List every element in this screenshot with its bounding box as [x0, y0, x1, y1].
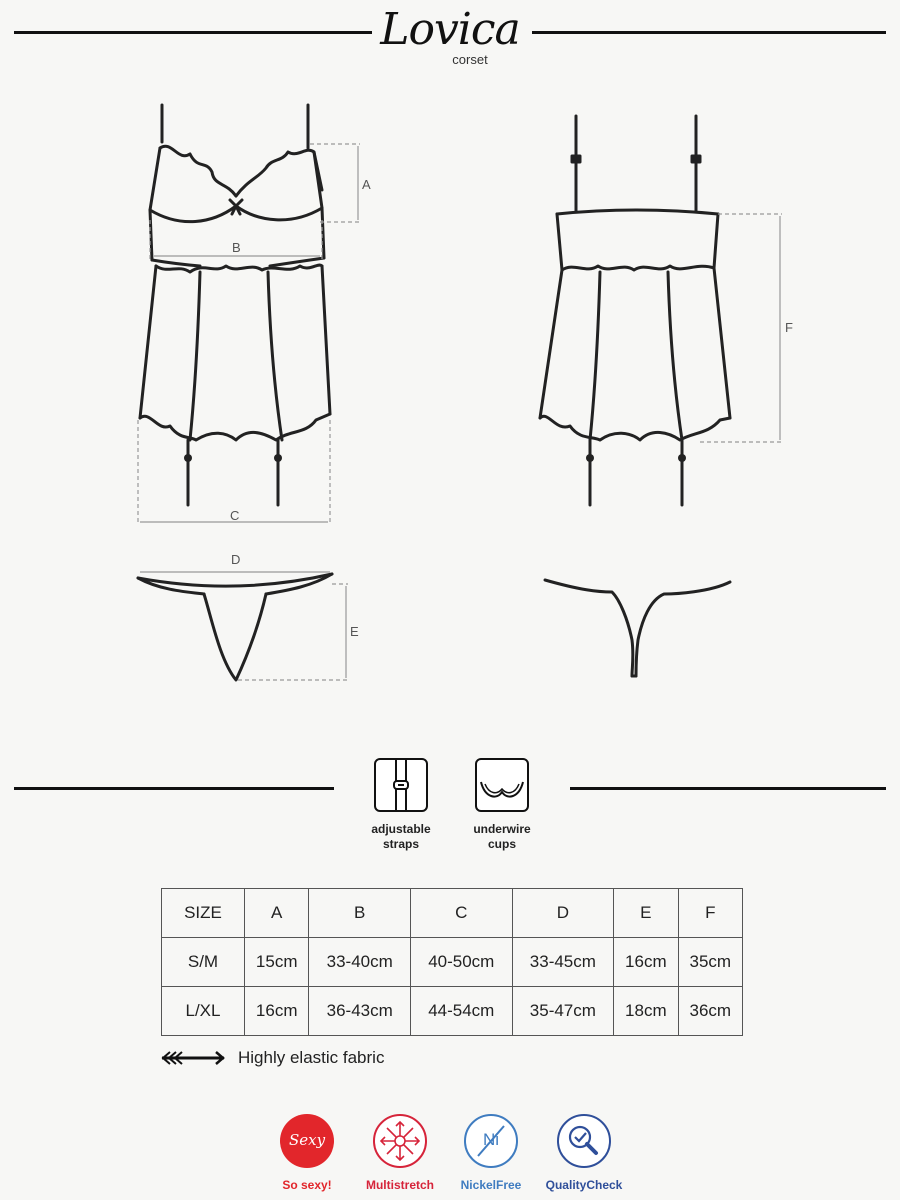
dim-label-a: A — [362, 177, 371, 192]
table-row — [162, 987, 743, 1036]
table-header-cell: F — [678, 889, 742, 938]
table-row — [162, 938, 743, 987]
front-chemise-drawing — [140, 105, 330, 505]
badge-quality-check — [534, 1114, 634, 1192]
so-sexy-icon — [280, 1114, 334, 1168]
nickel-free-icon — [464, 1114, 518, 1168]
table-cell: 35cm — [678, 938, 742, 987]
table-cell: 36-43cm — [309, 987, 411, 1036]
size-table — [161, 888, 743, 1036]
table-header-cell: SIZE — [162, 889, 245, 938]
quality-check-icon — [557, 1114, 611, 1168]
brand-subtitle: corset — [452, 52, 488, 67]
badge-label: Multistretch — [365, 1178, 434, 1192]
feature-label-line2: straps — [382, 837, 420, 851]
double-arrow-icon — [160, 1051, 226, 1065]
nickel-free-inner-text: Ni — [482, 1130, 500, 1149]
table-cell: 33-40cm — [309, 938, 411, 987]
table-cell: 16cm — [614, 938, 678, 987]
dim-label-f: F — [785, 320, 793, 335]
table-cell: 36cm — [678, 987, 742, 1036]
table-cell: 18cm — [614, 987, 678, 1036]
table-header-cell: C — [410, 889, 512, 938]
badge-nickel-free — [441, 1114, 541, 1192]
table-cell: S/M — [162, 938, 245, 987]
dim-label-e: E — [350, 624, 359, 639]
feature-underwire-cups — [452, 758, 552, 852]
table-header-cell: B — [309, 889, 411, 938]
table-cell: 33-45cm — [512, 938, 614, 987]
badge-label: So sexy! — [282, 1178, 332, 1192]
features-rule-right — [570, 787, 886, 790]
badge-so-sexy — [257, 1114, 357, 1192]
dimension-guides — [138, 144, 782, 680]
front-thong-drawing — [138, 574, 332, 680]
dim-label-d: D — [231, 552, 241, 567]
back-thong-drawing — [545, 580, 730, 676]
garter-clips — [184, 454, 686, 462]
adjustable-straps-icon — [374, 758, 428, 812]
underwire-cups-icon — [475, 758, 529, 812]
table-cell: 40-50cm — [410, 938, 512, 987]
feature-label-line1: adjustable — [371, 822, 431, 836]
fabric-note — [160, 1048, 384, 1068]
table-header-cell: E — [614, 889, 678, 938]
multistretch-icon — [373, 1114, 427, 1168]
feature-label-line1: underwire — [473, 822, 531, 836]
feature-label-line2: cups — [487, 837, 516, 851]
table-cell: 44-54cm — [410, 987, 512, 1036]
table-cell: L/XL — [162, 987, 245, 1036]
table-cell: 35-47cm — [512, 987, 614, 1036]
brand-name: Lovica — [380, 4, 520, 55]
back-chemise-drawing — [540, 116, 730, 505]
so-sexy-inner-text: Sexy — [288, 1131, 326, 1149]
badge-multistretch — [350, 1114, 450, 1192]
dim-label-c: C — [230, 508, 240, 523]
features-rule-left — [14, 787, 334, 790]
badge-label: QualityCheck — [545, 1178, 623, 1192]
table-cell: 16cm — [245, 987, 309, 1036]
dimension-arrows — [140, 146, 780, 678]
badge-label: NickelFree — [460, 1178, 522, 1192]
table-header-cell: D — [512, 889, 614, 938]
table-header-cell: A — [245, 889, 309, 938]
table-header-row — [162, 889, 743, 938]
dim-label-b: B — [232, 240, 241, 255]
fabric-note-text: Highly elastic fabric — [238, 1048, 385, 1067]
feature-adjustable-straps — [351, 758, 451, 852]
table-cell: 15cm — [245, 938, 309, 987]
